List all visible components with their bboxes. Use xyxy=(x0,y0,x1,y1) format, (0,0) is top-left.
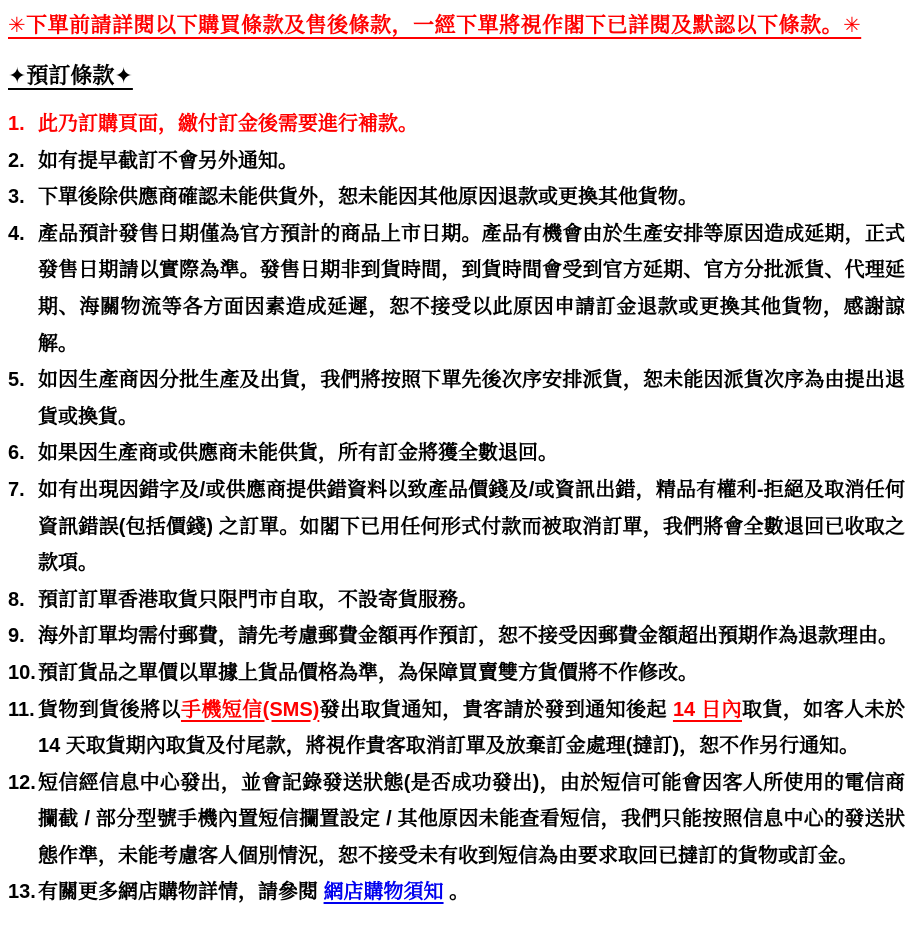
terms-list xyxy=(8,106,905,911)
term-number: 7. xyxy=(8,478,25,501)
term-text xyxy=(38,582,905,619)
term-number: 3. xyxy=(8,186,25,209)
term-segment: 產品預計發售日期僅為官方預計的商品上市日期。產品有機會由於生產安排等原因造成延期，正式發售日期請以實際為準。發售日期非到貨時間，到貨時間會受到官方延期、官方分批派貨、代理延期、海關物流等各方面因素造成延遲，恕不接受以此原因申請訂金退款或更換其他貨物，感謝諒解。 xyxy=(38,222,905,355)
term-item xyxy=(8,692,905,765)
term-number: 8. xyxy=(8,588,25,611)
term-segment: 海外訂單均需付郵費，請先考慮郵費金額再作預訂，恕不接受因郵費金額超出預期作為退款理由。 xyxy=(38,625,898,648)
term-segment: 下單後除供應商確認未能供貨外，恕未能因其他原因退款或更換其他貨物。 xyxy=(38,186,698,209)
term-text xyxy=(38,216,905,362)
term-segment: 如因生產商因分批生產及出貨，我們將按照下單先後次序安排派貨，恕未能因派貨次序為由提出退貨或換貨。 xyxy=(38,369,905,428)
term-number: 11. xyxy=(8,698,35,721)
term-text xyxy=(38,435,905,472)
term-segment: 此乃訂購頁面，繳付訂金後需要進行補款。 xyxy=(38,113,418,135)
term-segment: 預訂訂單香港取貨只限門市自取，不設寄貨服務。 xyxy=(38,588,478,611)
term-item xyxy=(8,435,905,472)
term-segment: 如有提早截訂不會另外通知。 xyxy=(38,149,298,172)
term-item xyxy=(8,143,905,180)
term-item xyxy=(8,362,905,435)
term-number: 6. xyxy=(8,442,25,465)
term-text xyxy=(38,874,905,911)
term-item xyxy=(8,765,905,875)
term-text xyxy=(38,655,905,692)
highlighted-text: 手機短信(SMS) xyxy=(180,698,320,721)
highlighted-text: 14 日內 xyxy=(672,698,743,721)
term-item xyxy=(8,655,905,692)
term-item xyxy=(8,472,905,582)
term-number: 5. xyxy=(8,369,25,392)
term-item xyxy=(8,582,905,619)
term-segment: 短信經信息中心發出，並會記錄發送狀態(是否成功發出)，由於短信可能會因客人所使用的電信商攔截 / 部分型號手機內置短信攔置設定 / 其他原因未能查看短信，我們只能按照信息中心的發送狀態作準，未能考慮客人個別情況，恕不接受未有收到短信為由要求取回已撻訂的貨物或訂金。 xyxy=(38,771,905,867)
term-number: 9. xyxy=(8,625,25,648)
term-text xyxy=(38,618,905,655)
term-segment: 如果因生產商或供應商未能供貨，所有訂金將獲全數退回。 xyxy=(38,442,558,465)
preorder-terms-title: ✦預訂條款✦ xyxy=(8,63,133,88)
term-segment: 有關更多網店購物詳情，請參閱 xyxy=(38,881,324,904)
term-segment: 取貨，如客人未於 14 天取貨期內取貨及付尾款，將視作貴客取消訂單及放棄訂金處理(撻訂)，恕不作另行通知。 xyxy=(38,698,905,758)
term-segment: 如有出現因錯字及/或供應商提供錯資料以致產品價錢及/或資訊出錯，精品有權利-拒絕及取消任何資訊錯誤(包括價錢) 之訂單。如閣下已用任何形式付款而被取消訂單，我們將會全數退回已收取之款項。 xyxy=(38,478,905,575)
term-text xyxy=(38,362,905,435)
term-segment: 預訂貨品之單價以單據上貨品價格為準，為保障買賣雙方貨價將不作修改。 xyxy=(38,661,698,684)
term-number: 4. xyxy=(8,222,25,245)
term-item xyxy=(8,106,905,143)
term-text xyxy=(38,106,905,143)
term-number: 10. xyxy=(8,661,36,684)
term-item xyxy=(8,874,905,911)
shop-guide-link[interactable]: 網店購物須知 xyxy=(323,881,444,904)
term-item xyxy=(8,216,905,362)
term-text xyxy=(38,143,905,180)
term-number: 1. xyxy=(8,113,25,135)
term-number: 12. xyxy=(8,771,36,794)
term-text xyxy=(38,765,905,875)
term-segment: 。 xyxy=(443,881,470,904)
term-text xyxy=(38,692,905,765)
term-number: 2. xyxy=(8,149,25,172)
term-number: 13. xyxy=(8,881,36,904)
purchase-warning-header: ✳下單前請詳閱以下購買條款及售後條款，一經下單將視作閣下已詳閱及默認以下條款。✳ xyxy=(8,14,862,37)
term-item xyxy=(8,618,905,655)
term-segment: 貨物到貨後將以 xyxy=(38,698,181,721)
term-text xyxy=(38,179,905,216)
term-text xyxy=(38,472,905,582)
term-item xyxy=(8,179,905,216)
term-segment: 發出取貨通知，貴客請於發到通知後起 xyxy=(319,698,673,721)
